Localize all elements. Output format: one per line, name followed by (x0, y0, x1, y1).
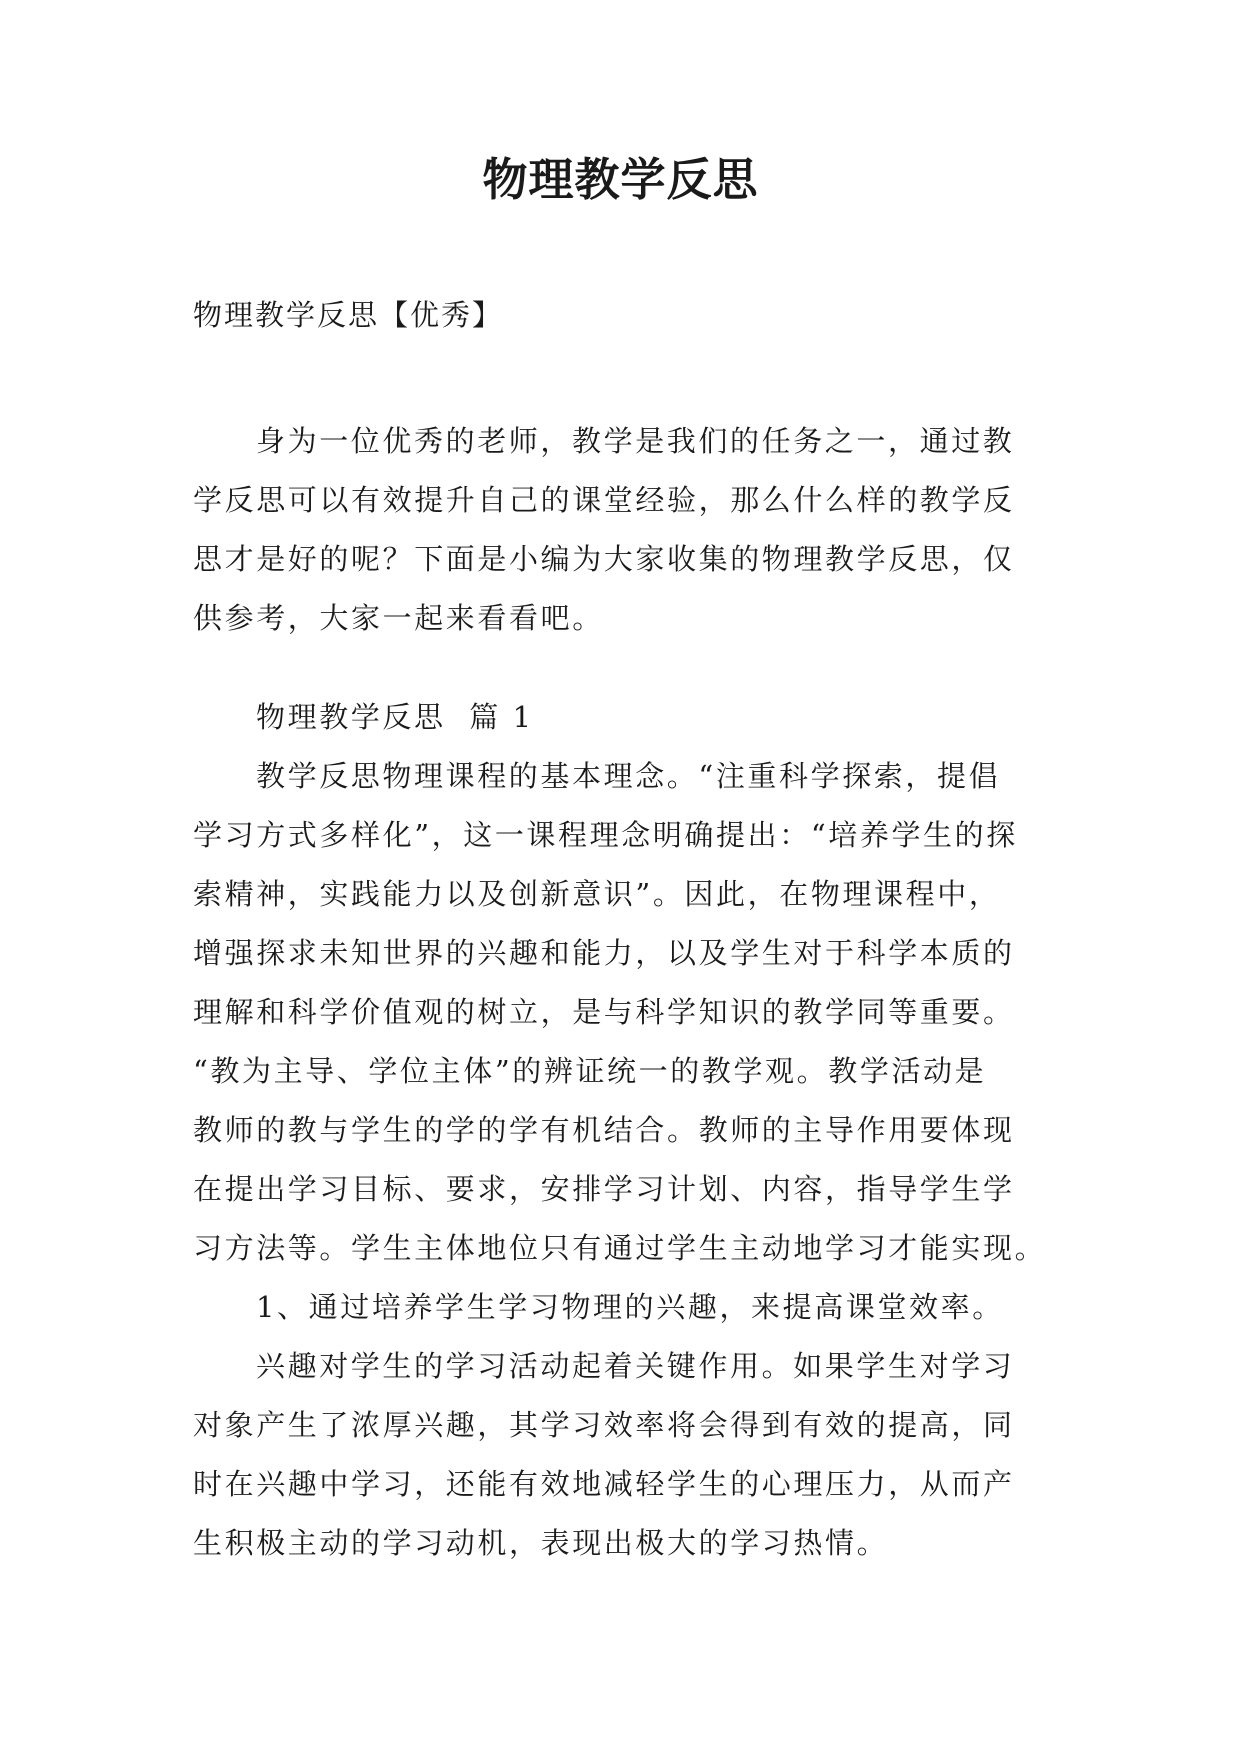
document-title: 物理教学反思 (482, 153, 759, 206)
section-line: 兴趣对学生的学习活动起着关键作用。如果学生对学习 (256, 1349, 1015, 1383)
intro-line: 学反思可以有效提升自己的课堂经验，那么什么样的教学反 (193, 483, 1015, 517)
section-heading: 物理教学反思 篇 1 (256, 700, 534, 734)
intro-line: 思才是好的呢？下面是小编为大家收集的物理教学反思，仅 (193, 542, 1015, 576)
section-line: 对象产生了浓厚兴趣，其学习效率将会得到有效的提高，同 (193, 1408, 1015, 1442)
section-line: 教学反思物理课程的基本理念。“注重科学探索，提倡 (256, 759, 1001, 793)
document-subtitle: 物理教学反思【优秀】 (193, 298, 504, 332)
section-line: 时在兴趣中学习，还能有效地减轻学生的心理压力，从而产 (193, 1467, 1015, 1501)
intro-line: 身为一位优秀的老师，教学是我们的任务之一，通过教 (256, 424, 1015, 458)
intro-line: 供参考，大家一起来看看吧。 (193, 601, 604, 635)
section-line: 增强探求未知世界的兴趣和能力，以及学生对于科学本质的 (193, 936, 1015, 970)
section-1 (193, 688, 1063, 1573)
section-line: 生积极主动的学习动机，表现出极大的学习热情。 (193, 1526, 889, 1560)
section-line: “教为主导、学位主体”的辨证统一的教学观。教学活动是 (193, 1054, 987, 1088)
section-line: 教师的教与学生的学的学有机结合。教师的主导作用要体现 (193, 1113, 1015, 1147)
section-line: 索精神，实践能力以及创新意识”。因此，在物理课程中， (193, 877, 1001, 911)
intro-paragraph (193, 412, 1063, 648)
section-line: 习方法等。学生主体地位只有通过学生主动地学习才能实现。 (193, 1231, 1047, 1265)
list-item-heading: 1、通过培养学生学习物理的兴趣，来提高课堂效率。 (256, 1290, 1004, 1324)
section-line: 在提出学习目标、要求，安排学习计划、内容，指导学生学 (193, 1172, 1015, 1206)
section-line: 理解和科学价值观的树立，是与科学知识的教学同等重要。 (193, 995, 1015, 1029)
section-line: 学习方式多样化”，这一课程理念明确提出：“培养学生的探 (193, 818, 1018, 852)
